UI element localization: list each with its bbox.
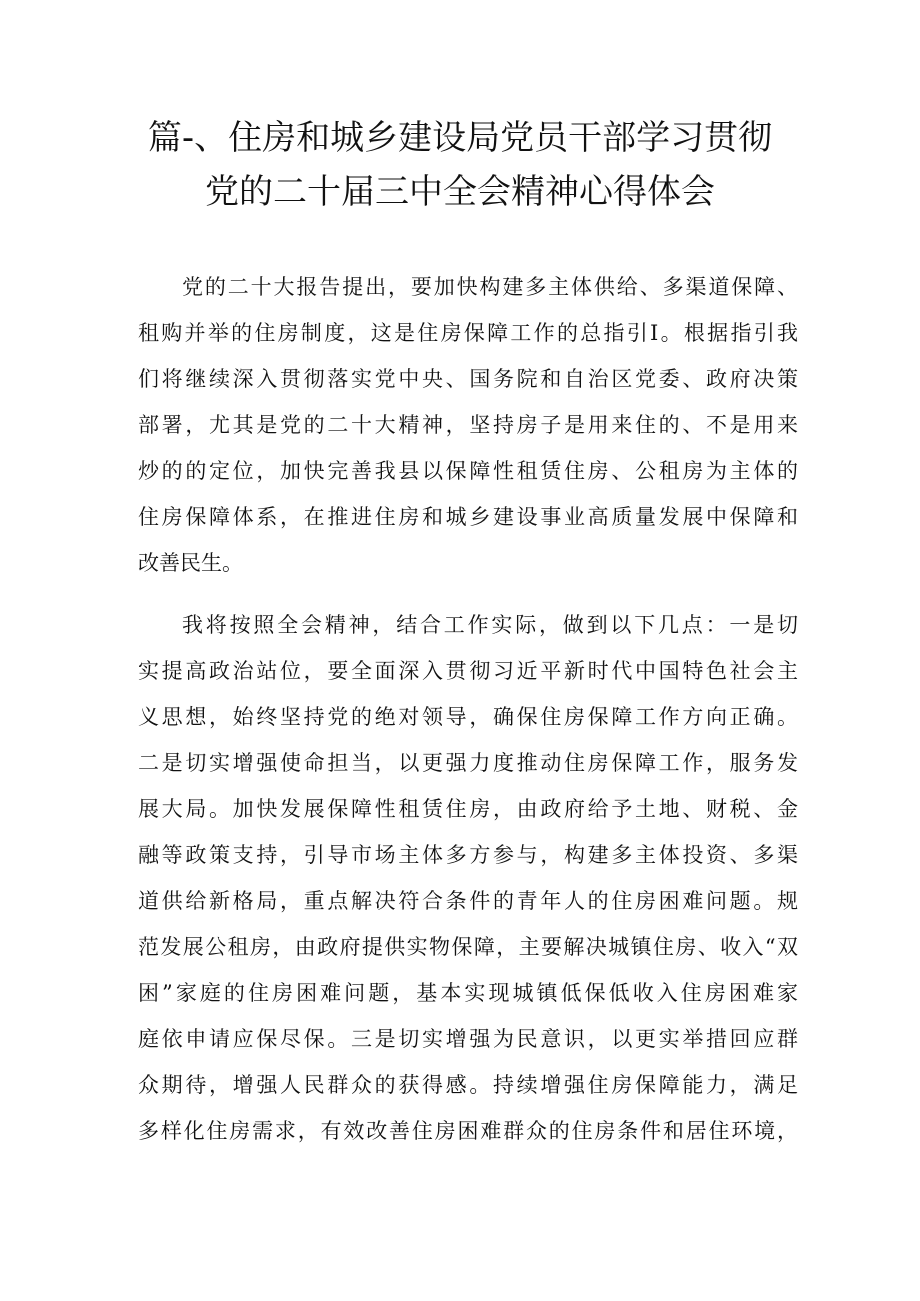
paragraph-1-line: 党的二十大报告提出，要加快构建多主体供给、多渠道保障、 — [182, 275, 798, 299]
paragraph-1 — [138, 264, 798, 586]
document-title-line-1: 篇-、住房和城乡建设局党员干部学习贯彻 — [147, 118, 773, 158]
paragraph-1-line: 炒的的定位，加快完善我县以保障性租赁住房、公租房为主体的 — [138, 459, 798, 483]
paragraph-1-line: 改善民生。 — [138, 551, 243, 575]
paragraph-2-line: 庭依申请应保尽保。三是切实增强为民意识，以更实举措回应群 — [138, 1027, 798, 1051]
paragraph-2-line: 道供给新格局，重点解决符合条件的青年人的住房困难问题。规 — [138, 889, 798, 913]
paragraph-2-line: 融等政策支持，引导市场主体多方参与，构建多主体投资、多渠 — [138, 843, 798, 867]
paragraph-2-line: 二是切实增强使命担当，以更强力度推动住房保障工作，服务发 — [138, 751, 798, 775]
paragraph-2-line: 众期待，增强人民群众的获得感。持续增强住房保障能力，满足 — [138, 1073, 798, 1097]
paragraph-2-line: 我将按照全会精神，结合工作实际，做到以下几点：一是切 — [182, 613, 798, 637]
paragraph-2-line: 困”家庭的住房困难问题，基本实现城镇低保低收入住房困难家 — [138, 981, 798, 1005]
paragraph-2 — [138, 602, 798, 1154]
paragraph-2-line: 多样化住房需求，有效改善住房困难群众的住房条件和居住环境， — [138, 1119, 798, 1143]
paragraph-1-line: 们将继续深入贯彻落实党中央、国务院和自治区党委、政府决策 — [138, 367, 798, 391]
paragraph-2-line: 范发展公租房，由政府提供实物保障，主要解决城镇住房、收入“双 — [138, 935, 798, 959]
paragraph-2-line: 义思想，始终坚持党的绝对领导，确保住房保障工作方向正确。 — [138, 705, 798, 729]
document-title-line-2: 党的二十届三中全会精神心得体会 — [205, 172, 715, 212]
paragraph-2-line: 实提高政治站位，要全面深入贯彻习近平新时代中国特色社会主 — [138, 659, 798, 683]
paragraph-2-line: 展大局。加快发展保障性租赁住房，由政府给予土地、财税、金 — [138, 797, 798, 821]
paragraph-1-line: 租购并举的住房制度，这是住房保障工作的总指引I。根据指引我 — [138, 321, 798, 345]
paragraph-1-line: 住房保障体系，在推进住房和城乡建设事业高质量发展中保障和 — [138, 505, 798, 529]
paragraph-1-line: 部署，尤其是党的二十大精神，坚持房子是用来住的、不是用来 — [138, 413, 798, 437]
